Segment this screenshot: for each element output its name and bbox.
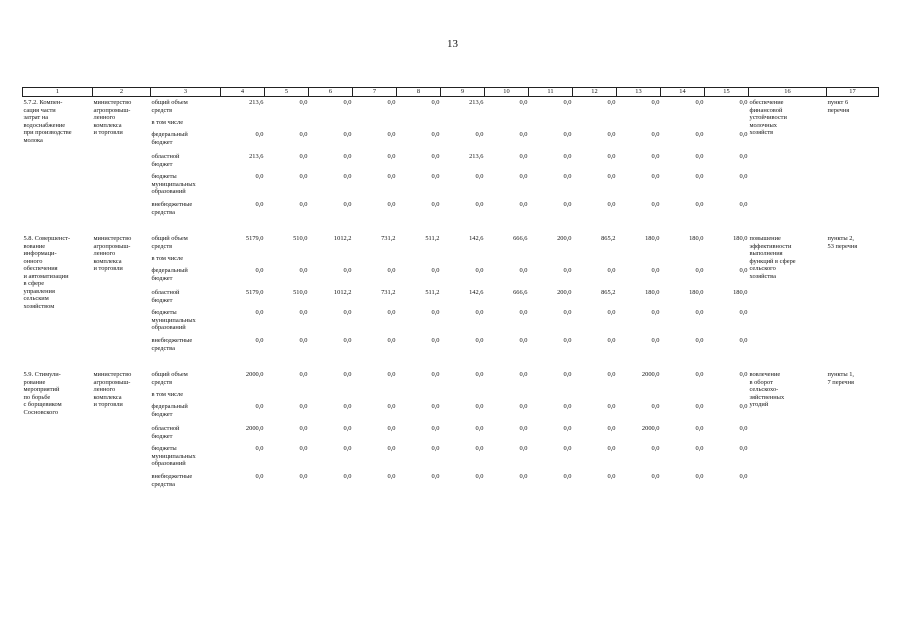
value-cell: 865,2: [601, 289, 616, 296]
value-cell: [309, 255, 353, 267]
value-cell: 0,0: [519, 201, 528, 208]
funding-source: внебюджетные средства: [151, 473, 193, 488]
value-cell: 0,0: [695, 131, 704, 138]
value-cell: 0,0: [651, 201, 660, 208]
value-cell: 0,0: [651, 309, 660, 316]
value-cell: 0,0: [299, 403, 308, 410]
value-cell: 0,0: [431, 473, 440, 480]
value-cell: 0,0: [695, 473, 704, 480]
value-cell: 213,6: [469, 99, 484, 106]
value-cell: 0,0: [651, 153, 660, 160]
value-cell: 180,0: [733, 235, 748, 242]
target-indicator: вовлечение в оборот сельскохо- зяйственных угодий: [749, 371, 785, 408]
value-cell: 2000,0: [641, 425, 660, 432]
value-cell: 0,0: [431, 173, 440, 180]
value-cell: 0,0: [299, 267, 308, 274]
value-cell: 0,0: [607, 445, 616, 452]
funding-source: бюджеты муниципальных образований: [151, 173, 196, 195]
value-cell: 0,0: [739, 309, 748, 316]
target-indicator: обеспечение финансовой устойчивости молочных хозяйств: [749, 99, 787, 136]
column-header: 8: [397, 88, 441, 97]
value-cell: 0,0: [739, 445, 748, 452]
column-header: 3: [151, 88, 221, 97]
reference: пункт 6 перечня: [827, 99, 850, 114]
value-cell: 0,0: [519, 153, 528, 160]
value-cell: 5179,0: [245, 235, 264, 242]
value-cell: [529, 119, 573, 131]
value-cell: 213,6: [469, 153, 484, 160]
value-cell: 0,0: [563, 445, 572, 452]
value-cell: 0,0: [299, 201, 308, 208]
value-cell: 0,0: [651, 473, 660, 480]
value-cell: 142,6: [469, 235, 484, 242]
value-cell: 0,0: [255, 131, 264, 138]
value-cell: 0,0: [519, 425, 528, 432]
value-cell: 0,0: [299, 337, 308, 344]
value-cell: 0,0: [387, 371, 396, 378]
value-cell: [441, 255, 485, 267]
value-cell: 0,0: [739, 153, 748, 160]
value-cell: 142,6: [469, 289, 484, 296]
value-cell: 0,0: [563, 425, 572, 432]
value-cell: 0,0: [299, 425, 308, 432]
value-cell: 0,0: [387, 201, 396, 208]
value-cell: 731,2: [381, 235, 396, 242]
value-cell: 510,0: [293, 235, 308, 242]
value-cell: [441, 391, 485, 403]
value-cell: 0,0: [739, 173, 748, 180]
value-cell: 0,0: [695, 173, 704, 180]
value-cell: 0,0: [695, 99, 704, 106]
value-cell: 0,0: [475, 445, 484, 452]
value-cell: 0,0: [607, 473, 616, 480]
value-cell: [353, 391, 397, 403]
value-cell: 0,0: [739, 425, 748, 432]
value-cell: 0,0: [387, 173, 396, 180]
funding-source: общий объем средств: [151, 99, 188, 114]
funding-source: областной бюджет: [151, 425, 180, 440]
value-cell: 0,0: [607, 309, 616, 316]
value-cell: 0,0: [475, 131, 484, 138]
value-cell: [265, 255, 309, 267]
value-cell: 0,0: [651, 267, 660, 274]
value-cell: 0,0: [695, 445, 704, 452]
value-cell: [353, 119, 397, 131]
value-cell: 511,2: [425, 289, 440, 296]
column-header: 17: [827, 88, 879, 97]
value-cell: 200,0: [557, 289, 572, 296]
value-cell: 0,0: [255, 309, 264, 316]
value-cell: 0,0: [475, 309, 484, 316]
value-cell: 0,0: [475, 267, 484, 274]
value-cell: 0,0: [387, 337, 396, 344]
column-header: 6: [309, 88, 353, 97]
funding-source: бюджеты муниципальных образований: [151, 445, 196, 467]
value-cell: 0,0: [299, 371, 308, 378]
value-cell: 0,0: [519, 371, 528, 378]
measure-name: 5.9. Стимули- рование мероприятий по борьбе с борщевиком Сосновского: [23, 371, 62, 416]
value-cell: 0,0: [343, 309, 352, 316]
value-cell: 0,0: [695, 309, 704, 316]
value-cell: [397, 391, 441, 403]
value-cell: 0,0: [563, 309, 572, 316]
value-cell: 0,0: [607, 131, 616, 138]
target-indicator: повышение эффективности выполнения функций в сфере сельского хозяйства: [749, 235, 796, 280]
value-cell: [221, 391, 265, 403]
measure-name: 5.7.2. Компен- сация части затрат на водоснабжение при производстве молока: [23, 99, 72, 144]
value-cell: 0,0: [695, 201, 704, 208]
value-cell: 0,0: [299, 445, 308, 452]
value-cell: [309, 119, 353, 131]
column-header: 15: [705, 88, 749, 97]
reference: пункты 2, 53 перечня: [827, 235, 858, 250]
value-cell: 0,0: [519, 173, 528, 180]
value-cell: [573, 119, 617, 131]
value-cell: 0,0: [387, 445, 396, 452]
value-cell: 511,2: [425, 235, 440, 242]
value-cell: 0,0: [739, 99, 748, 106]
value-cell: 0,0: [343, 473, 352, 480]
section-spacer: [23, 357, 879, 371]
funding-source: федеральный бюджет: [151, 131, 188, 146]
value-cell: 0,0: [475, 425, 484, 432]
value-cell: 0,0: [475, 201, 484, 208]
value-cell: [661, 255, 705, 267]
value-cell: [397, 255, 441, 267]
value-cell: 0,0: [607, 153, 616, 160]
value-cell: [485, 391, 529, 403]
column-header: 11: [529, 88, 573, 97]
value-cell: 0,0: [431, 371, 440, 378]
table-row: [23, 235, 879, 255]
value-cell: [353, 255, 397, 267]
value-cell: 213,6: [249, 153, 264, 160]
value-cell: 0,0: [651, 131, 660, 138]
value-cell: 0,0: [387, 267, 396, 274]
value-cell: 0,0: [343, 153, 352, 160]
value-cell: [705, 255, 749, 267]
value-cell: 0,0: [695, 403, 704, 410]
value-cell: 0,0: [431, 309, 440, 316]
value-cell: [309, 391, 353, 403]
value-cell: 0,0: [431, 403, 440, 410]
value-cell: 0,0: [651, 445, 660, 452]
value-cell: 0,0: [607, 371, 616, 378]
value-cell: 0,0: [563, 201, 572, 208]
value-cell: 0,0: [343, 99, 352, 106]
column-header: 12: [573, 88, 617, 97]
value-cell: [485, 119, 529, 131]
funding-source: в том числе: [151, 255, 184, 262]
value-cell: 0,0: [695, 371, 704, 378]
value-cell: 180,0: [645, 235, 660, 242]
value-cell: 0,0: [563, 131, 572, 138]
value-cell: 0,0: [695, 337, 704, 344]
column-header: 16: [749, 88, 827, 97]
value-cell: 0,0: [651, 337, 660, 344]
value-cell: 0,0: [563, 173, 572, 180]
value-cell: 0,0: [255, 173, 264, 180]
value-cell: 2000,0: [245, 425, 264, 432]
value-cell: 0,0: [695, 267, 704, 274]
value-cell: 200,0: [557, 235, 572, 242]
value-cell: 0,0: [739, 201, 748, 208]
value-cell: 0,0: [431, 99, 440, 106]
reference: пункты 1, 7 перечня: [827, 371, 855, 386]
value-cell: 0,0: [387, 425, 396, 432]
table-row: [23, 99, 879, 119]
value-cell: 180,0: [689, 289, 704, 296]
value-cell: 180,0: [689, 235, 704, 242]
value-cell: [705, 391, 749, 403]
value-cell: 0,0: [431, 201, 440, 208]
value-cell: [573, 391, 617, 403]
value-cell: 666,6: [513, 235, 528, 242]
funding-source: внебюджетные средства: [151, 337, 193, 352]
funding-source: федеральный бюджет: [151, 267, 188, 282]
value-cell: 0,0: [607, 403, 616, 410]
value-cell: 2000,0: [641, 371, 660, 378]
value-cell: 0,0: [475, 337, 484, 344]
value-cell: 0,0: [343, 201, 352, 208]
value-cell: 0,0: [563, 337, 572, 344]
value-cell: 1012,2: [333, 289, 352, 296]
value-cell: 0,0: [607, 425, 616, 432]
value-cell: 0,0: [299, 473, 308, 480]
value-cell: 0,0: [387, 131, 396, 138]
value-cell: 0,0: [299, 153, 308, 160]
value-cell: 0,0: [519, 99, 528, 106]
value-cell: 0,0: [607, 173, 616, 180]
value-cell: 0,0: [651, 403, 660, 410]
value-cell: 0,0: [431, 425, 440, 432]
funding-source: федеральный бюджет: [151, 403, 188, 418]
value-cell: [265, 119, 309, 131]
value-cell: 213,6: [249, 99, 264, 106]
value-cell: 0,0: [607, 99, 616, 106]
program-table: [22, 87, 879, 493]
executor: министерство агропромыш- ленного комплекса и торговли: [93, 371, 132, 408]
value-cell: 0,0: [255, 403, 264, 410]
column-header: 1: [23, 88, 93, 97]
value-cell: [529, 391, 573, 403]
value-cell: 0,0: [607, 267, 616, 274]
column-header: 10: [485, 88, 529, 97]
value-cell: 0,0: [343, 267, 352, 274]
value-cell: [485, 255, 529, 267]
funding-source: областной бюджет: [151, 153, 180, 168]
value-cell: 0,0: [343, 403, 352, 410]
value-cell: 0,0: [387, 473, 396, 480]
value-cell: [617, 391, 661, 403]
funding-source: областной бюджет: [151, 289, 180, 304]
value-cell: 2000,0: [245, 371, 264, 378]
spacer-cell: [23, 221, 879, 235]
value-cell: [617, 119, 661, 131]
value-cell: 0,0: [299, 309, 308, 316]
funding-source: в том числе: [151, 391, 184, 398]
executor: министерство агропромыш- ленного комплекса и торговли: [93, 235, 132, 272]
value-cell: 0,0: [695, 425, 704, 432]
value-cell: [265, 391, 309, 403]
value-cell: 0,0: [431, 153, 440, 160]
value-cell: 0,0: [519, 337, 528, 344]
value-cell: 0,0: [343, 371, 352, 378]
spacer-cell: [23, 357, 879, 371]
measure-name: 5.8. Совершенст- вование информаци- онного обеспечения и автоматизации в сфере управления сельским хозяйством: [23, 235, 71, 310]
value-cell: 0,0: [387, 403, 396, 410]
value-cell: 0,0: [475, 403, 484, 410]
value-cell: 0,0: [739, 131, 748, 138]
column-header: 2: [93, 88, 151, 97]
funding-source: в том числе: [151, 119, 184, 126]
value-cell: 0,0: [255, 337, 264, 344]
value-cell: 0,0: [563, 153, 572, 160]
value-cell: 0,0: [387, 309, 396, 316]
value-cell: 0,0: [739, 371, 748, 378]
value-cell: 0,0: [563, 99, 572, 106]
value-cell: 0,0: [563, 371, 572, 378]
value-cell: [661, 391, 705, 403]
value-cell: 180,0: [645, 289, 660, 296]
value-cell: 0,0: [607, 201, 616, 208]
value-cell: 0,0: [387, 99, 396, 106]
value-cell: 5179,0: [245, 289, 264, 296]
value-cell: 0,0: [299, 173, 308, 180]
value-cell: [705, 119, 749, 131]
value-cell: 0,0: [343, 173, 352, 180]
value-cell: 666,6: [513, 289, 528, 296]
value-cell: [661, 119, 705, 131]
funding-source: бюджеты муниципальных образований: [151, 309, 196, 331]
value-cell: 0,0: [519, 309, 528, 316]
value-cell: 0,0: [651, 99, 660, 106]
value-cell: 0,0: [255, 473, 264, 480]
value-cell: 731,2: [381, 289, 396, 296]
value-cell: 0,0: [739, 337, 748, 344]
value-cell: 0,0: [299, 131, 308, 138]
executor: министерство агропромыш- ленного комплекса и торговли: [93, 99, 132, 136]
value-cell: 0,0: [607, 337, 616, 344]
value-cell: 0,0: [431, 337, 440, 344]
value-cell: 0,0: [255, 201, 264, 208]
page-number: 13: [447, 38, 458, 50]
value-cell: 0,0: [519, 267, 528, 274]
column-header: 4: [221, 88, 265, 97]
value-cell: 0,0: [519, 445, 528, 452]
value-cell: 0,0: [255, 267, 264, 274]
column-header: 7: [353, 88, 397, 97]
value-cell: 0,0: [431, 131, 440, 138]
value-cell: [221, 119, 265, 131]
value-cell: 0,0: [475, 173, 484, 180]
value-cell: 0,0: [563, 267, 572, 274]
table-body: [23, 88, 879, 494]
column-header: 13: [617, 88, 661, 97]
value-cell: 0,0: [299, 99, 308, 106]
value-cell: 0,0: [431, 267, 440, 274]
value-cell: [573, 255, 617, 267]
value-cell: 0,0: [431, 445, 440, 452]
value-cell: 0,0: [563, 473, 572, 480]
value-cell: 0,0: [343, 337, 352, 344]
value-cell: 180,0: [733, 289, 748, 296]
value-cell: 1012,2: [333, 235, 352, 242]
value-cell: 0,0: [519, 131, 528, 138]
value-cell: 0,0: [519, 473, 528, 480]
value-cell: 0,0: [739, 267, 748, 274]
value-cell: 0,0: [387, 153, 396, 160]
value-cell: 510,0: [293, 289, 308, 296]
column-header-row: [23, 88, 879, 97]
funding-source: общий объем средств: [151, 371, 188, 386]
value-cell: 0,0: [519, 403, 528, 410]
column-header: 9: [441, 88, 485, 97]
value-cell: [617, 255, 661, 267]
value-cell: [441, 119, 485, 131]
column-header: 5: [265, 88, 309, 97]
funding-source: внебюджетные средства: [151, 201, 193, 216]
value-cell: [221, 255, 265, 267]
value-cell: 0,0: [343, 425, 352, 432]
value-cell: 0,0: [343, 131, 352, 138]
value-cell: [529, 255, 573, 267]
value-cell: 0,0: [739, 403, 748, 410]
column-header: 14: [661, 88, 705, 97]
funding-source: общий объем средств: [151, 235, 188, 250]
value-cell: [397, 119, 441, 131]
value-cell: 0,0: [343, 445, 352, 452]
value-cell: 0,0: [651, 173, 660, 180]
value-cell: 0,0: [739, 473, 748, 480]
value-cell: 0,0: [563, 403, 572, 410]
value-cell: 0,0: [255, 445, 264, 452]
value-cell: 0,0: [475, 371, 484, 378]
value-cell: 865,2: [601, 235, 616, 242]
value-cell: 0,0: [695, 153, 704, 160]
section-spacer: [23, 221, 879, 235]
value-cell: 0,0: [475, 473, 484, 480]
table-row: [23, 371, 879, 391]
